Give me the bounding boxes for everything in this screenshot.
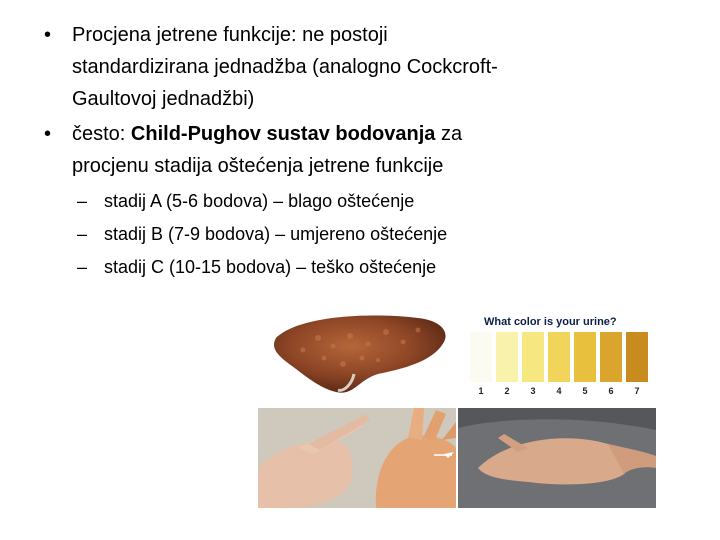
urine-swatch-7 xyxy=(626,332,648,382)
urine-swatch-3 xyxy=(522,332,544,382)
urine-swatch-5 xyxy=(574,332,596,382)
sub-dash: – xyxy=(77,257,88,277)
bullet-2-line-2: procjenu stadija oštećenja jetrene funkcije xyxy=(72,155,444,177)
sub-dash: – xyxy=(77,191,88,211)
bullet-dot: • xyxy=(44,123,52,145)
bullet-1-line-1: Procjena jetrene funkcije: ne postoji xyxy=(72,24,388,46)
urine-swatch-number: 1 xyxy=(478,386,484,396)
liver-image xyxy=(258,308,456,406)
urine-swatch-number: 2 xyxy=(504,386,510,396)
abdomen-image xyxy=(458,408,656,508)
urine-swatch-number: 6 xyxy=(608,386,614,396)
urine-swatch-1 xyxy=(470,332,492,382)
urine-chart-title: What color is your urine? xyxy=(484,316,617,328)
bullet-dot: • xyxy=(44,24,52,46)
urine-swatch-number: 4 xyxy=(556,386,562,396)
urine-color-chart xyxy=(458,308,656,406)
subitem-stage-b: stadij B (7-9 bodova) – umjereno oštećenje xyxy=(104,224,448,244)
bullet-2-line-1: često: Child-Pughov sustav bodovanja za xyxy=(72,123,463,145)
urine-swatch-number: 7 xyxy=(634,386,640,396)
subitem-stage-c: stadij C (10-15 bodova) – teško oštećenje xyxy=(104,257,437,277)
urine-swatch-4 xyxy=(548,332,570,382)
bullet-1-line-2: standardizirana jednadžba (analogno Cockcroft- xyxy=(72,56,498,78)
sub-dash: – xyxy=(77,224,88,244)
hands-image xyxy=(258,408,456,508)
urine-swatch-6 xyxy=(600,332,622,382)
urine-swatch-number: 5 xyxy=(582,386,588,396)
subitem-stage-a: stadij A (5-6 bodova) – blago oštećenje xyxy=(104,191,415,211)
image-collage xyxy=(258,308,656,508)
bullet-1-line-3: Gaultovoj jednadžbi) xyxy=(72,88,255,110)
urine-swatch-number: 3 xyxy=(530,386,536,396)
urine-swatch-2 xyxy=(496,332,518,382)
